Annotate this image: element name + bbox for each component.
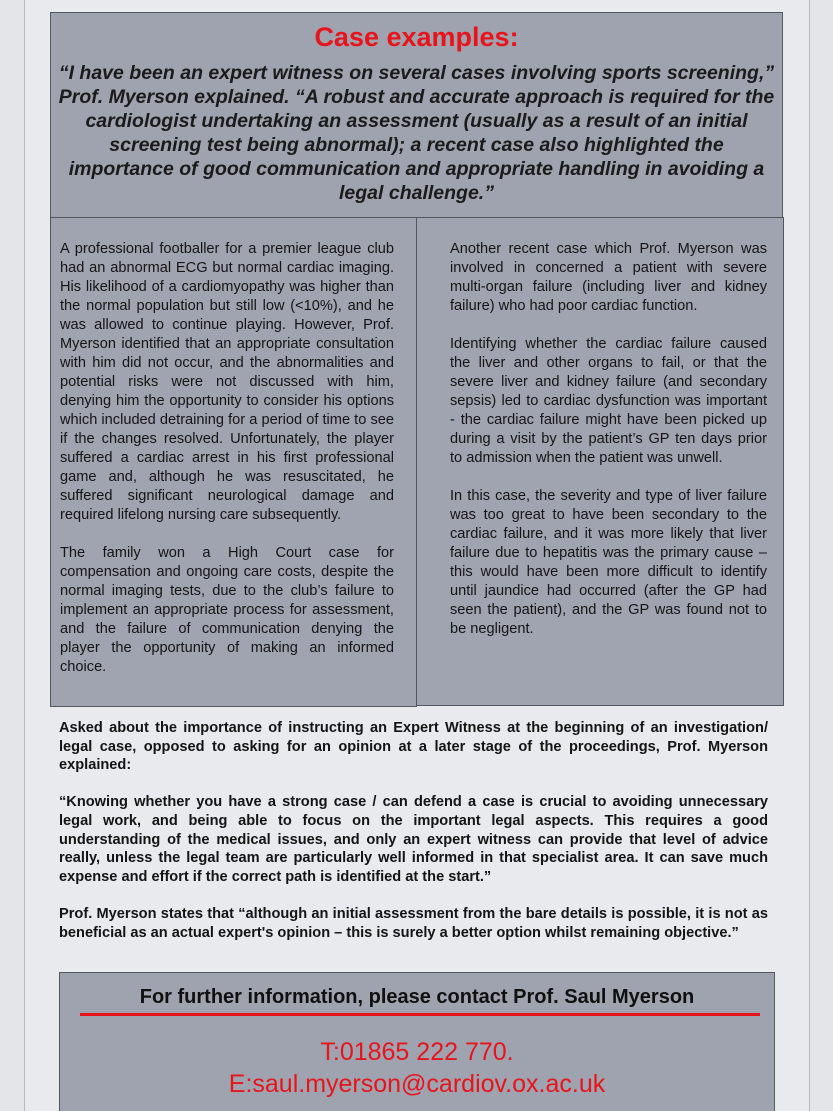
interview-text [59,719,768,961]
contact-box [59,972,775,1111]
contact-email: E:saul.myerson@cardiov.ox.ac.uk [228,1070,606,1098]
answer-paragraph: “Knowing whether you have a strong case / can defend a case is crucial to avoiding unnecessary legal work, and being able to focus on the important legal aspects. This requires a good understanding of the medical issues, and only an expert witness can provide that level of advice really, unless the legal team are particularly well informed in that specialist area. It can save much expense and effort if the correct path is identified at the start.” [59,794,768,885]
case-column-footballer [50,217,417,707]
case-examples-title: Case examples: [314,22,519,52]
contact-heading-underline [80,1013,760,1016]
statement-paragraph: Prof. Myerson states that “although an initial assessment from the bare details is possible, it is not as beneficial as an actual expert's opinion – this is surely a better option whilst remaining objective.” [59,905,768,941]
contact-phone: T:01865 222 770. [320,1038,514,1066]
case-examples-header [50,12,783,218]
multi-organ-case-paragraph: Another recent case which Prof. Myerson was involved in concerned a patient with severe multi-organ failure (including liver and kidney failure) who had poor cardiac function. [450,241,767,314]
contact-heading: For further information, please contact Prof. Saul Myerson [139,986,695,1008]
cardiac-failure-paragraph: Identifying whether the cardiac failure caused the liver and other organs to fail, or that the severe liver and kidney failure (and secondary sepsis) led to cardiac dysfunction was important - the cardiac failure might have been picked up during a visit by the patient’s GP ten days prior to admission when the patient was unwell. [450,336,767,466]
question-paragraph: Asked about the importance of instructing an Expert Witness at the beginning of an investigation/ legal case, opposed to asking for an opinion at a later stage of the proceedings, Prof. Myerson explained: [59,720,768,774]
footballer-case-paragraph: A professional footballer for a premier league club had an abnormal ECG but normal cardiac imaging. His likelihood of a cardiomyopathy was higher than the normal population but still low (<10%), and he was allowed to continue playing. However, Prof. Myerson identified that an appropriate consultation with him did not occur, and the abnormalities and potential risks were not discussed with him, denying him the opportunity to consider his options which included detraining for a period of time to see if the changes resolved. Unfortunately, the player suffered a cardiac arrest in his first professional game and, although he was resuscitated, he suffered significant neurological damage and required lifelong nursing care subsequently. [60,241,394,523]
expert-witness-quote: “I have been an expert witness on several cases involving sports screening,” Prof. Myerson explained. “A robust and accurate approach is required for the cardiologist undertaking an assessment (usually as a result of an initial screening test being abnormal); a recent case also highlighted the importance of good communication and appropriate handling in avoiding a legal challenge.” [58,62,775,204]
liver-failure-paragraph: In this case, the severity and type of liver failure was too great to have been secondary to the cardiac failure, and it was more likely that liver failure due to hepatitis was the primary cause – this would have been more difficult to identify until jaundice had occurred (after the GP had seen the patient), and the GP was found not to be negligent. [450,488,767,637]
case-column-multi-organ [416,217,784,706]
high-court-paragraph: The family won a High Court case for compensation and ongoing care costs, despite the normal imaging tests, due to the club’s failure to implement an appropriate process for assessment, and the failure of communication denying the player the opportunity of making an informed choice. [60,545,394,675]
